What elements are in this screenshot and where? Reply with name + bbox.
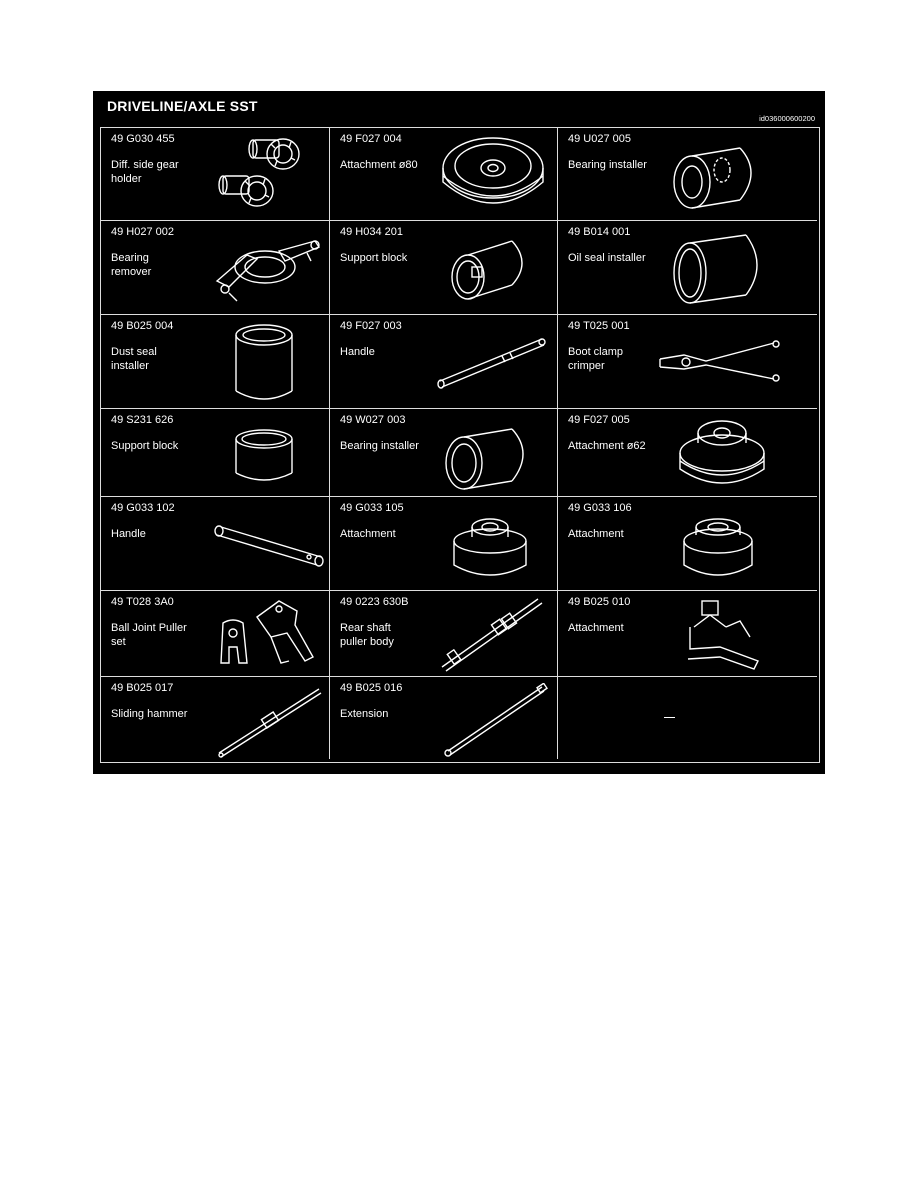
part-number: 49 S231 626 — [111, 414, 174, 426]
tool-name: Dust seal installer — [111, 346, 157, 372]
part-number: 49 G033 106 — [568, 502, 632, 514]
empty-dash — [664, 717, 675, 718]
support-ring-icon — [231, 427, 297, 489]
stepped-attachment-icon — [448, 513, 532, 585]
bearing-installer-icon — [442, 423, 538, 493]
tool-cell — [101, 677, 330, 759]
tool-name: Support block — [111, 440, 179, 452]
tool-cell — [101, 409, 330, 497]
tool-cell — [330, 497, 558, 591]
extension-rod-icon — [442, 683, 552, 759]
ball-joint-puller-icon — [217, 597, 325, 673]
sst-sheet — [93, 91, 825, 774]
tool-cell — [330, 409, 558, 497]
tool-name: Attachment — [568, 622, 624, 634]
attachment-disc-icon — [438, 134, 548, 218]
part-number: 49 F027 005 — [568, 414, 630, 426]
tool-cell — [330, 591, 558, 677]
tool-name: Rear shaft puller body — [340, 622, 394, 648]
tool-name: Sliding hammer — [111, 708, 188, 720]
tool-name: Bearing installer — [568, 159, 647, 171]
part-number: 49 B025 016 — [340, 682, 403, 694]
tool-grid — [100, 127, 820, 763]
fork-attachment-icon — [680, 597, 764, 673]
tool-cell — [330, 677, 558, 759]
tool-name: Handle — [340, 346, 375, 358]
tool-cell — [330, 315, 558, 409]
part-number: 49 B014 001 — [568, 226, 631, 238]
sliding-hammer-icon — [213, 683, 325, 759]
tool-name: Extension — [340, 708, 389, 720]
tool-cell — [558, 221, 817, 315]
attachment-disc-icon — [674, 413, 770, 495]
tool-name: Boot clamp crimper — [568, 346, 624, 372]
part-number: 49 U027 005 — [568, 133, 631, 145]
part-number: 49 B025 004 — [111, 320, 174, 332]
tool-name: Support block — [340, 252, 408, 264]
stepped-attachment-icon — [678, 513, 758, 585]
tool-name: Bearing installer — [340, 440, 419, 452]
part-number: 49 W027 003 — [340, 414, 406, 426]
tool-cell — [101, 591, 330, 677]
part-number: 49 0223 630B — [340, 596, 409, 608]
part-number: 49 H034 201 — [340, 226, 403, 238]
part-number: 49 B025 017 — [111, 682, 174, 694]
tool-cell — [330, 221, 558, 315]
part-number: 49 T025 001 — [568, 320, 630, 332]
tool-name: Bearing remover — [111, 252, 152, 278]
tool-name: Diff. side gear holder — [111, 159, 179, 185]
bearing-remover-icon — [207, 231, 325, 309]
part-number: 49 G033 102 — [111, 502, 175, 514]
part-number: 49 B025 010 — [568, 596, 631, 608]
sheet-id-code: id036000600200 — [759, 114, 815, 123]
crimper-pliers-icon — [656, 339, 782, 383]
part-number: 49 T028 3A0 — [111, 596, 174, 608]
support-block-icon — [446, 231, 536, 307]
tool-cell — [558, 591, 817, 677]
part-number: 49 F027 004 — [340, 133, 402, 145]
tool-name: Ball Joint Puller set — [111, 622, 187, 648]
tool-name: Attachment ø80 — [340, 159, 418, 171]
oil-seal-installer-icon — [670, 229, 770, 309]
tool-cell — [101, 221, 330, 315]
side-gear-holder-icon — [213, 136, 318, 214]
sheet-title: DRIVELINE/AXLE SST — [107, 98, 258, 114]
part-number: 49 G033 105 — [340, 502, 404, 514]
shaft-puller-icon — [430, 595, 548, 675]
tool-cell — [558, 497, 817, 591]
tool-name: Handle — [111, 528, 146, 540]
tool-name: Oil seal installer — [568, 252, 646, 264]
tool-cell — [558, 409, 817, 497]
tool-name: Attachment — [340, 528, 396, 540]
part-number: 49 F027 003 — [340, 320, 402, 332]
bearing-installer-icon — [670, 142, 766, 212]
dust-seal-installer-icon — [229, 321, 299, 405]
handle-bar-icon — [209, 517, 327, 569]
tool-cell — [101, 497, 330, 591]
tool-cell — [558, 315, 817, 409]
tool-name: Attachment — [568, 528, 624, 540]
tool-cell — [101, 128, 330, 221]
tool-cell-empty — [558, 677, 817, 759]
part-number: 49 G030 455 — [111, 133, 175, 145]
part-number: 49 H027 002 — [111, 226, 174, 238]
tool-cell — [101, 315, 330, 409]
tool-cell — [558, 128, 817, 221]
tool-cell — [330, 128, 558, 221]
tool-name: Attachment ø62 — [568, 440, 646, 452]
handle-rod-icon — [430, 329, 552, 399]
